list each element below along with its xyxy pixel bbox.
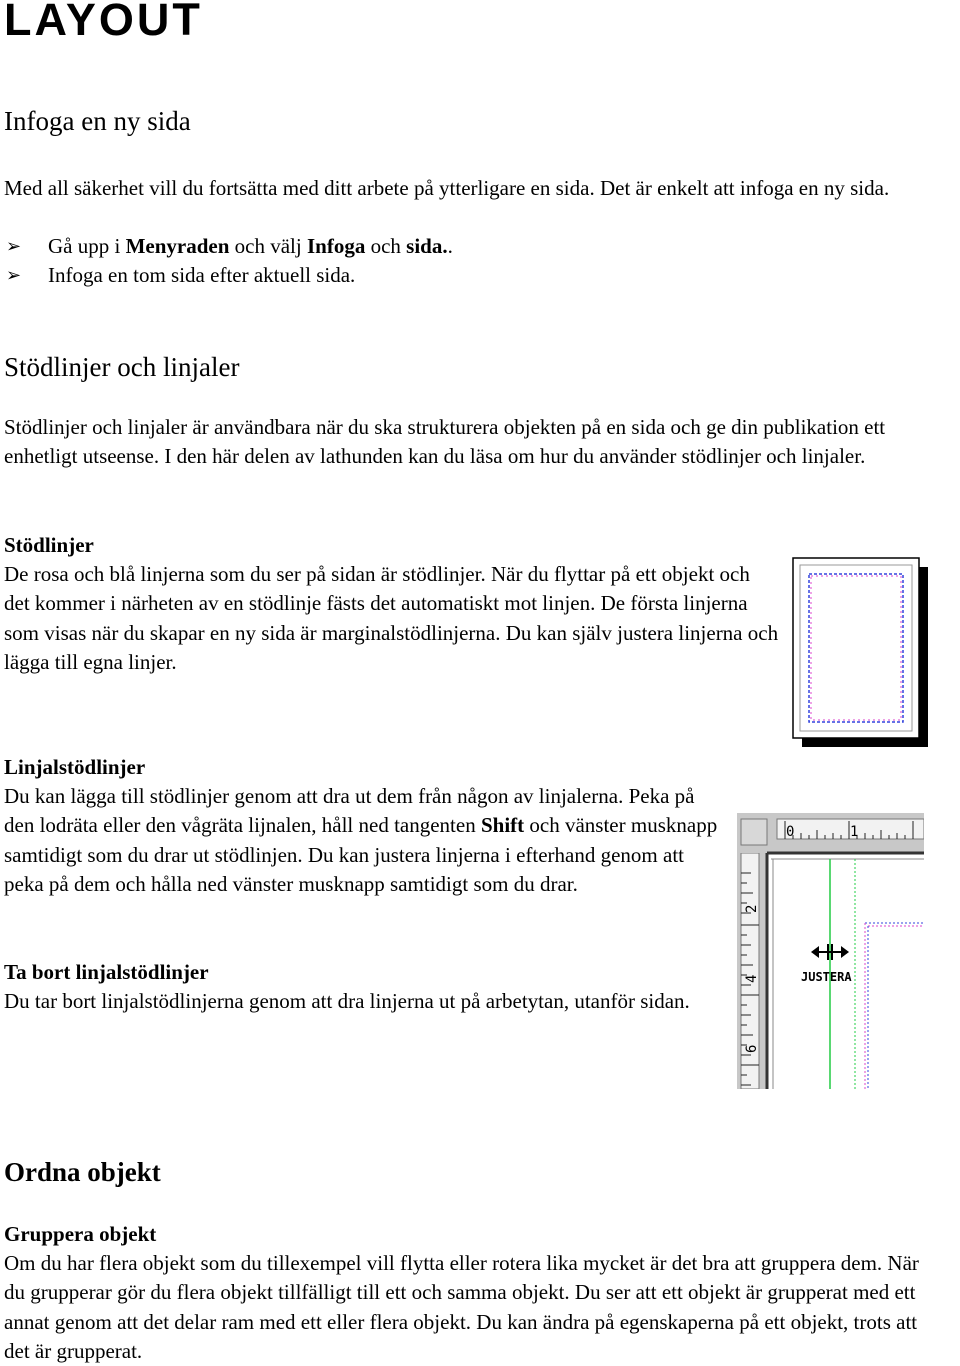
cursor-label: JUSTERA [801, 970, 852, 984]
stodlinjer-text: De rosa och blå linjerna som du ser på sidan är stödlinjer. När du flyttar på ett objekt och det kommer i närheten av en stödlinje fästs det automatiskt mot linjen. De första linjerna som visas när du skapar en ny sida är marginalstödlinjerna. Du kan själv justera linjerna och lägga till egna linjer. [4, 562, 779, 674]
ruler-left-label: 4 [744, 974, 760, 983]
ruler-left-label: 2 [744, 904, 760, 913]
ta-bort-text: Du tar bort linjalstödlinjerna genom att dra linjerna ut på arbetytan, utanför sidan. [4, 989, 690, 1013]
ruler-top-label: 0 [786, 824, 795, 840]
heading-ordna-objekt: Ordna objekt [4, 1157, 161, 1187]
list-item: ➢ Gå upp i Menyraden och välj Infoga och sida.. [4, 232, 904, 261]
gruppera-text: Om du har flera objekt som du tillexempel vill flytta eller rotera lika mycket är det bra att gruppera dem. När du grupperar gör du flera objekt tillfälligt till ett och samma objekt. Du ser att ett objekt är grupperat med ett annat genom att det delar ram med ett eller flera objekt. Du kan ändra på egenskaperna på ett objekt, trots att det är grupperat. [4, 1251, 919, 1363]
page-title: LAYOUT [4, 0, 203, 45]
ruler-top-label: 1 [850, 824, 859, 840]
stodlinjer-intro: Stödlinjer och linjaler är användbara när du ska strukturera objekten på en sida och ge din publikation ett enhetligt utseense. I den här delen av lathunden kan du läsa om hur du använder stödlinjer och linjaler. [4, 415, 886, 469]
arrow-bullet-icon: ➢ [6, 265, 22, 287]
page-guides-figure [792, 557, 930, 749]
heading-ta-bort: Ta bort linjalstödlinjer [4, 960, 209, 984]
heading-infoga: Infoga en ny sida [4, 106, 191, 136]
list-item: ➢ Infoga en tom sida efter aktuell sida. [4, 261, 904, 290]
heading-stodlinjer-linjaler: Stödlinjer och linjaler [4, 352, 240, 382]
heading-linjalstodlinjer: Linjalstödlinjer [4, 755, 146, 779]
ruler-guides-figure [737, 813, 924, 1089]
arrow-bullet-icon: ➢ [6, 236, 22, 257]
linjalstodlinjer-text: Du kan lägga till stödlinjer genom att dra ut dem från någon av linjalerna. Peka på den lodräta eller den vågräta lijnalen, håll ned tangenten Shift och vänster musknapp samtidigt som du drar ut stödlinjen. Du kan justera linjerna i efterhand genom att peka på dem och hålla ned vänster musknapp samtidigt som du drar. [4, 784, 718, 896]
infoga-intro: Med all säkerhet vill du fortsätta med ditt arbete på ytterligare en sida. Det är enkelt att infoga en ny sida. [4, 176, 890, 200]
heading-gruppera: Gruppera objekt [4, 1222, 157, 1246]
heading-stodlinjer: Stödlinjer [4, 533, 94, 557]
ruler-left-label: 6 [744, 1044, 760, 1053]
infoga-steps [4, 232, 904, 291]
